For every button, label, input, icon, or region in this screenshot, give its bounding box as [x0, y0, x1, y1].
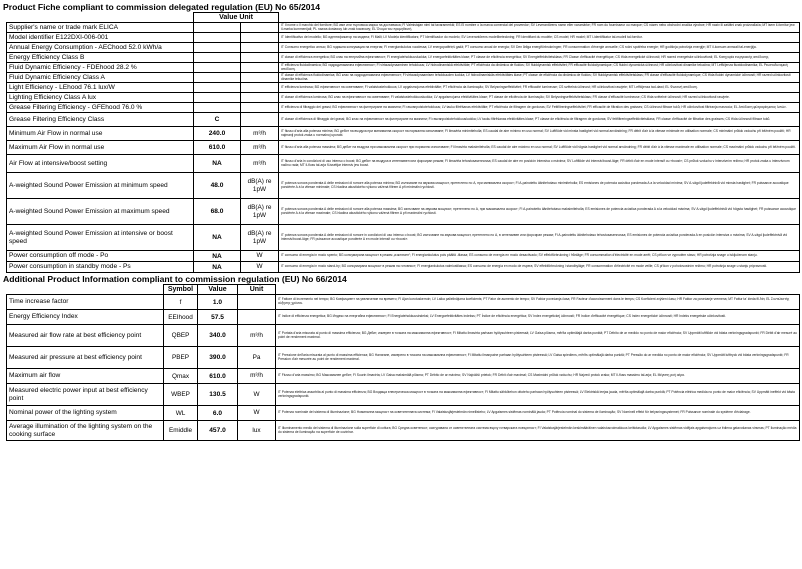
table-row [7, 141, 800, 155]
parameter-value: 6.0 [198, 406, 238, 421]
translation-text: IT flusso d'aria alla potenza massima; BG дебит на въздуха при максимална скорост при нормално използване; FI ilmavirta maksimiteholla; ES caudal de aire máximo en uso normal; SV Luftflöde vid högsta hastighet vid normal användning; FR débit d'air à la vitesse maximale en utilisation normale; CS maximální průtok vzduchu při běžném použití. [279, 141, 800, 155]
symbol-header: Symbol [164, 285, 198, 295]
parameter-symbol: WBEP [164, 384, 198, 406]
empty-header-cell [7, 13, 194, 23]
table-row [7, 310, 800, 325]
parameter-symbol: PBEP [164, 347, 198, 369]
table-row [7, 127, 800, 141]
parameter-label: Measured air pressure at best efficiency point [7, 347, 164, 369]
unit-header: Unit [238, 285, 276, 295]
parameter-unit: W [241, 251, 279, 262]
translation-text: IT Potenza nominale del sistema di illuminazione; BG Номинална мощност на осветителната система; FI Valaistusjärjestelmän nimellisteho; LV Apgaismes sistēmas nominālā jauda; PT Potência nominal do sistema de iluminação; SV Nominell effekt för belysningssystemet; FR Puissance nominale du système d'éclairage. [276, 406, 800, 421]
parameter-label: Maximum air flow [7, 369, 164, 384]
translation-text: IT potenza sonora ponderata A delle emissioni di rumore in condizioni di uso intenso o boost; BG излъчване на звукова мощност, претеглено по А, в интензивен или форсиран режим; FI A-painotettu äänitehotaso tehostusasennossa; ES emisiones de potencia acústica ponderada A en posición intensiva o máxima; SV A-vägd ljudeffektnivå vid intensiv/boost-läge; FR puissance acoustique pondérée A en mode intensif ou «boost». [279, 225, 800, 251]
parameter-unit [241, 63, 279, 73]
table-row [7, 73, 800, 83]
empty-header-cell [276, 285, 800, 295]
parameter-unit: m³/h [241, 141, 279, 155]
parameter-label: Fluid Dynamic Efficiency Class A [7, 73, 194, 83]
parameter-label: Supplier's name or trade mark ELICA [7, 23, 194, 33]
parameter-value: 457.0 [198, 421, 238, 441]
parameter-unit [241, 93, 279, 103]
parameter-symbol: EEIhood [164, 310, 198, 325]
table-row [7, 63, 800, 73]
table-row [7, 421, 800, 441]
parameter-unit [241, 33, 279, 43]
parameter-value: NA [194, 262, 241, 273]
translation-text: IT Fattore di incremento nel tempo; BG Коефициент на увеличение на времето; FI Ajan korotuskerroin; LV Laika palielinājuma koeficients; PT Fator de aumento de tempo; SV Faktor povećanja časa; FR Facteur d'accroissement dans le temps; CS Koeficient zvýšení času; HR Faktor za povećanje vremena; MT Fattur ta' żieda fil-ħin; EL Συντελεστής αύξησης χρόνου. [276, 295, 800, 310]
translation-text: IT Illuminamento medio del sistema di illuminazione sulla superficie di cottura; BG Средна осветеност, осигурявана от осветителната система върху готварската повърхност; FI Valaistusjärjestelmän keskimääräinen valaistusvoimakkuus keittotasolla; LV Apgaismes sistēmas vidējais apgaismojums uz ēdiena gatavošanas virsmas; PT Iluminação média do sistema de iluminação na superfície de cozinhar. [276, 421, 800, 441]
parameter-unit [241, 43, 279, 53]
parameter-unit: dB(A) re 1pW [241, 199, 279, 225]
parameter-value: NA [194, 155, 241, 173]
parameter-unit [241, 23, 279, 33]
translation-text: IT Il nome o il marchio del fornitore; BG име или търговска марка на доставчика; FI Valmistajan nimi tai tavaramerkki; ES El nombre o la marca comercial del proveedor; SV Leverantörens namn eller varumärke; FR nom du fournisseur ou marque; CS název nebo obchodní značka výrobce; HR naziv ili zaštitni znak proizvođača; MT isem il-fornitur jew il-marka kummerċjali; PL nazwa dostawcy lub znak towarowy; EL Όνομα του προμηθευτή. [279, 23, 800, 33]
translation-text: IT classe di efficienza di filtraggio dei grassi; BG клас на ефективност на филтриране на мазнини; FI rasvanpoistotehokkuusluokka; LV tauku filtrēšanas efektivitātes klase; PT classe de eficiência de filtragem de gorduras; SV fettfiltreringseffektivitetsklass; FR classe d'efficacité de filtration des graisses; CS třída účinnosti filtrace tuků. [279, 113, 800, 127]
table-row [7, 325, 800, 347]
parameter-unit [241, 73, 279, 83]
parameter-label: Power consumption off mode - Po [7, 251, 194, 262]
table-row [7, 262, 800, 273]
parameter-label: Energy Efficiency Index [7, 310, 164, 325]
parameter-label: Average illumination of the lighting system on the cooking surface [7, 421, 164, 441]
translation-text: IT Consumo energetico annuo; BG годишна консумация на енергия; FI energiankulutus vuodessa; LV energopatēriņš gadā; PT consumo anual de energia; SV Den årliga energiförbrukningen; FR consommation d'énergie annuelle; CS roční spotřeba energie; HR godišnja potrošnja energije; MT il-konsum annwali tal-enerġija. [279, 43, 800, 53]
parameter-symbol: QBEP [164, 325, 198, 347]
translation-text: IT flusso d'aria alla potenza minima; BG дебит на въздуха при минимална скорост на нормална използване; FI ilmavirta minimiteholla; ES caudal de aire mínimo en uso normal; SV Luftflöde vid minsta hastighet vid normal användning; FR débit d'air à la vitesse minimale en utilisation normale; CS minimální průtok vzduchu při běžném použití; HR najmanji protok zraka u normalnoj uporabi. [279, 127, 800, 141]
translation-text: IT classe di efficienza energetica; BG клас на енергийна ефективност; FI energiatehokkuusluokka; LV energoefektivitātes klase; PT classe de eficiência energética; SV Energieffektivitetsklass; FR Classe d'efficacité énergétique; CS třída energetické účinnosti; HR razred energetske učinkovitosti; EL Κατηγορία ενεργειακής απόδοσης. [279, 53, 800, 63]
parameter-value: 390.0 [198, 347, 238, 369]
table-row [7, 93, 800, 103]
parameter-unit: m³/h [238, 325, 276, 347]
translation-text: IT potenza sonora ponderata A delle emissioni di rumore alla potenza minima; BG излъчване на звукова мощност, претеглено по А, при минимална скорост; FI A-painotettu äänitehotaso minimiteholla; ES emisiones de potencia acústica ponderada A a la velocidad mínima; SV A-vägd ljudeffektnivå vid minsta hastighet; FR puissance acoustique pondérée A à la vitesse minimale; CS hladina akustického výkonu vážená filtrem A při minimální rychlosti. [279, 173, 800, 199]
table-row [7, 347, 800, 369]
parameter-label: Energy Efficiency Class B [7, 53, 194, 63]
translation-text: IT consumo di energia in modo spento; BG консумирана мощност в режим „изключен“; FI energiankulutus pois päältä -tilassa; ES consumo de energía en modo desactivado; SV effektförbrukning i frånläge; FR consommation d'électricité en mode arrêt; CS příkon ve vypnutém stavu; HR potrošnja snage u isključenom stanju. [279, 251, 800, 262]
parameter-label: Air Flow at intensive/boost setting [7, 155, 194, 173]
translation-text: IT Portata d'aria misurata al punto di massima efficienza; BG Дебит, измерен в точката на максимална ефективност; FI Mitattu ilmavirta parhaan hyötysuhteen pisteessä; LV Gaisa plūsma, mērīta optimālajā darba punktā; PT Débito de ar medido no ponto de maior eficiência; SV Uppmätt luftflöde vid bästa verkningsgradspunkt; FR Débit d'air mesuré au point de rendement maximal. [276, 325, 800, 347]
parameter-unit: m³/h [241, 155, 279, 173]
value-unit-header: Value Unit [194, 13, 279, 23]
translation-text: IT Pressione dell'aria misurata al punto di massima efficienza; BG Налягане, измерено в точката на максимална ефективност; FI Mitattu ilmanpaine parhaan hyötysuhteen pisteessä; LV Gaisa spiediens, mērīts optimālajā darba punktā; PT Pressão do ar medida no ponto de maior eficiência; SV Uppmätt lufttryck vid bästa verkningsgradspunkt; FR Pression d'air mesurée au point de rendement maximal. [276, 347, 800, 369]
parameter-unit [241, 103, 279, 113]
table-row [7, 406, 800, 421]
parameter-label: Light Efficiency - LEhood 76.1 lux/W [7, 83, 194, 93]
parameter-label: Minimum Air Flow in normal use [7, 127, 194, 141]
translation-text: IT potenza sonora ponderata A delle emissioni di rumore alla potenza massima; BG излъчване на звукова мощност, претеглено по А, при максимална скорост; FI A-painotettu äänitehotaso maksimiteholla; ES emisiones de potencia acústica ponderada A a la velocidad máxima; SV A-vägd ljudeffektnivå vid högsta hastighet; FR puissance acoustique pondérée A à la vitesse maximale; CS hladina akustického výkonu vážená filtrem A při maximální rychlosti. [279, 199, 800, 225]
parameter-label: A-weighted Sound Power Emission at minimum speed [7, 173, 194, 199]
parameter-unit: dB(A) re 1pW [241, 225, 279, 251]
parameter-unit [241, 113, 279, 127]
parameter-symbol: f [164, 295, 198, 310]
parameter-label: Model identifier E122DXI-006-001 [7, 33, 194, 43]
parameter-value [194, 23, 241, 33]
parameter-unit: lux [238, 421, 276, 441]
parameter-value [194, 53, 241, 63]
parameter-symbol: WL [164, 406, 198, 421]
parameter-unit [241, 53, 279, 63]
parameter-unit [241, 83, 279, 93]
parameter-value: C [194, 113, 241, 127]
translation-text: IT efficienza luminosa; BG ефективност на осветяване; FI valaistustehokkuus; LV apgaismojuma efektivitāte; PT eficiência da iluminação; SV Belysningseffektivitet; FR efficacité lumineuse; CS světelná účinnost; HR učinkovitost rasvjete; MT l-effiċjenza tad-dawl; EL Φωτεινή απόδοση. [279, 83, 800, 93]
parameter-value: 340.0 [198, 325, 238, 347]
table-row [7, 53, 800, 63]
parameter-value: 1.0 [198, 295, 238, 310]
parameter-value: 57.5 [198, 310, 238, 325]
parameter-label: A-weighted Sound Power Emission at intensive or boost speed [7, 225, 194, 251]
parameter-label: Power consumption in standby mode - Ps [7, 262, 194, 273]
table-row [7, 33, 800, 43]
translation-text: IT efficienza fluidodinamica; BG хидродинамична ефективност; FI virtausdynaaminen tehokkuus; LV hidrodinamiskā efektivitāte; PT eficiência da dinâmica de fluidos; SV fluiddynamisk effektivitet; FR efficacité fluidodynamique; CS fluidní dynamická účinnost; HR učinkovitost dinamike tekućina; MT l-effiċjenza fluwidodinamika; EL Ρευστοδυναμική απόδοση. [279, 63, 800, 73]
translation-text: IT Indice di efficienza energetica; BG Индекс на енергийна ефективност; FI Energiatehokkuusindeksi; LV Energoefektivitātes indekss; PT Índice de eficiência energética; SV Index energetickej účinnosti; FR Indice d'efficacité énergétique; CS Index energetické účinnosti; HR Indeks energetske učinkovitosti. [276, 310, 800, 325]
parameter-symbol: Emiddle [164, 421, 198, 441]
parameter-unit: W [241, 262, 279, 273]
parameter-unit: W [238, 384, 276, 406]
parameter-value [194, 63, 241, 73]
parameter-unit [238, 310, 276, 325]
table-row [7, 251, 800, 262]
translation-text: IT Flusso d'aria massimo; BG Максимален дебит; FI Suurin ilmavirta; LV Gaisa maksimālā plūsma; PT Débito de ar máximo; SV Najväčší prietok; FR Débit d'air maximal; CS Maximální průtok vzduchu; HR Najveći protok zraka; MT Il-fluss massimu tal-arja; EL Μέγιστη ροή αέρα. [276, 369, 800, 384]
table-row [7, 295, 800, 310]
table-row [7, 384, 800, 406]
additional-info-table [6, 284, 800, 441]
parameter-unit: m³/h [238, 369, 276, 384]
value-header: Value [198, 285, 238, 295]
table-row [7, 155, 800, 173]
parameter-label: Time increase factor [7, 295, 164, 310]
parameter-value [194, 73, 241, 83]
table-row [7, 43, 800, 53]
parameter-value [194, 103, 241, 113]
parameter-value: 240.0 [194, 127, 241, 141]
parameter-value: 130.5 [198, 384, 238, 406]
parameter-symbol: Qmax [164, 369, 198, 384]
parameter-label: Measured air flow rate at best efficiency point [7, 325, 164, 347]
table-row [7, 173, 800, 199]
fiche-title: Product Fiche compliant to commission delegated regulation (EU) No 65/2014 [3, 2, 321, 12]
parameter-value: NA [194, 251, 241, 262]
parameter-label: Grease Filtering Efficiency - GFEhood 76.0 % [7, 103, 194, 113]
parameter-value [194, 83, 241, 93]
translation-text: IT flusso d'aria in condizioni di uso intenso o boost; BG дебит на въздуха в интензивен или форсиран режим; FI ilmavirta tehostusasennossa; ES caudal de aire en posición intensiva o máxima; SV Luftflöde vid intensiv/boost-läge; FR débit d'air en mode intensif ou «boost»; CS průtok vzduchu v intenzivním režimu; HR protok zraka u intenzivnom načinu rada; MT il-fluss tal-arja fl-issettjar intensiv jew boost. [279, 155, 800, 173]
additional-info-title: Additional Product Information compliant to commission regulation (EU) No 66/2014 [3, 274, 347, 284]
parameter-value [194, 33, 241, 43]
parameter-unit [238, 295, 276, 310]
empty-header-cell [279, 13, 800, 23]
translation-text: IT consumo di energia in modo stand-by; BG консумирана мощност в режим на готовност; FI energiankulutus valmiustilassa; ES consumo de energía en modo de espera; SV effektförbrukning i standbyläge; FR consommation d'électricité en mode veille; CS příkon v pohotovostním režimu; HR potrošnja snage u stanju pripravnosti. [279, 262, 800, 273]
translation-text: IT Identificativo del modello; BG идентификатор на модела; FI Malli; LV Modeļa identifikators; PT Identificador do modelo; SV Leverantörens modellbeteckning; FR Identifiant du modèle; CS model; HR model; MT l-identifikatur tal-mudell tal-fornitur. [279, 33, 800, 43]
translation-text: IT efficienza di filtraggio dei grassi; BG ефективност на филтриране на мазнини; FI rasvanpoistotehokkuus; LV tauku filtrēšanas efektivitāte; PT eficiência de filtragem de gorduras; SV Fettfiltreringseffektivitet; FR efficacité de filtration des graisses; CS účinnost filtrace tuků; HR učinkovitost filtriranja masnoća; EL Απόδοση φιλτραρίσματος λιπών. [279, 103, 800, 113]
product-fiche-table [6, 12, 800, 273]
parameter-value [194, 43, 241, 53]
table-row [7, 369, 800, 384]
translation-text: IT classe di efficienza luminosa; BG клас на ефективност на осветяване; FI valaistustehokkuusluokka; LV apgaismojuma efektivitātes klase; PT classe de eficiência de iluminação; SV Belysningseffektivitetsklass; FR classe d'efficacité lumineuse; CS třída světelné účinnosti; HR razred učinkovitosti rasvjete. [279, 93, 800, 103]
parameter-label: Nominal power of the lighting system [7, 406, 164, 421]
parameter-value: 48.0 [194, 173, 241, 199]
parameter-label: Lighting Efficiency Class A lux [7, 93, 194, 103]
table-row [7, 225, 800, 251]
parameter-unit: dB(A) re 1pW [241, 173, 279, 199]
parameter-value: 610.0 [198, 369, 238, 384]
parameter-label: Maximum Air Flow in normal use [7, 141, 194, 155]
parameter-value [194, 93, 241, 103]
parameter-unit: m³/h [241, 127, 279, 141]
parameter-value: NA [194, 225, 241, 251]
parameter-unit: W [238, 406, 276, 421]
parameter-unit: Pa [238, 347, 276, 369]
table-row [7, 199, 800, 225]
parameter-value: 610.0 [194, 141, 241, 155]
translation-text: IT classe di efficienza fluidodinamica; BG клас на хидродинамична ефективност; FI virtausdynaamisen tehokkuuden luokka; LV hidrodinamiskās efektivitātes klase; PT classe de eficiência da dinâmica de fluidos; SV fluiddynamisk effektivitetsklass; FR classe d'efficacité fluidodynamique; CS třída fluidní dynamické účinnosti; HR razred učinkovitosti dinamike tekućina. [279, 73, 800, 83]
parameter-value: 68.0 [194, 199, 241, 225]
table-row [7, 83, 800, 93]
parameter-label: Fluid Dynamic Efficiency - FDEhood 28.2 % [7, 63, 194, 73]
parameter-label: A-weighted Sound Power Emission at maximum speed [7, 199, 194, 225]
table-row [7, 103, 800, 113]
parameter-label: Annual Energy Consumption - AEChood 52.0 kWh/a [7, 43, 194, 53]
translation-text: IT Potenza elettrica assorbita al punto di massima efficienza; BG Входяща електрическа мощност в точката на максимална ефективност; FI Mitattu sähkötehon ottoteho parhaan hyötysuhteen pisteessä; LV Elektriskā ieejas jauda, mērīta optimālajā darba punktā; PT Potência elétrica medida no ponto de maior eficiência; SV Uppmätt ineffekt vid bästa verkningsgradspunkt. [276, 384, 800, 406]
parameter-label: Measured electric power input at best efficiency point [7, 384, 164, 406]
parameter-label: Grease Filtering Efficiency Class [7, 113, 194, 127]
table-row [7, 113, 800, 127]
empty-header-cell [7, 285, 164, 295]
table-row [7, 23, 800, 33]
